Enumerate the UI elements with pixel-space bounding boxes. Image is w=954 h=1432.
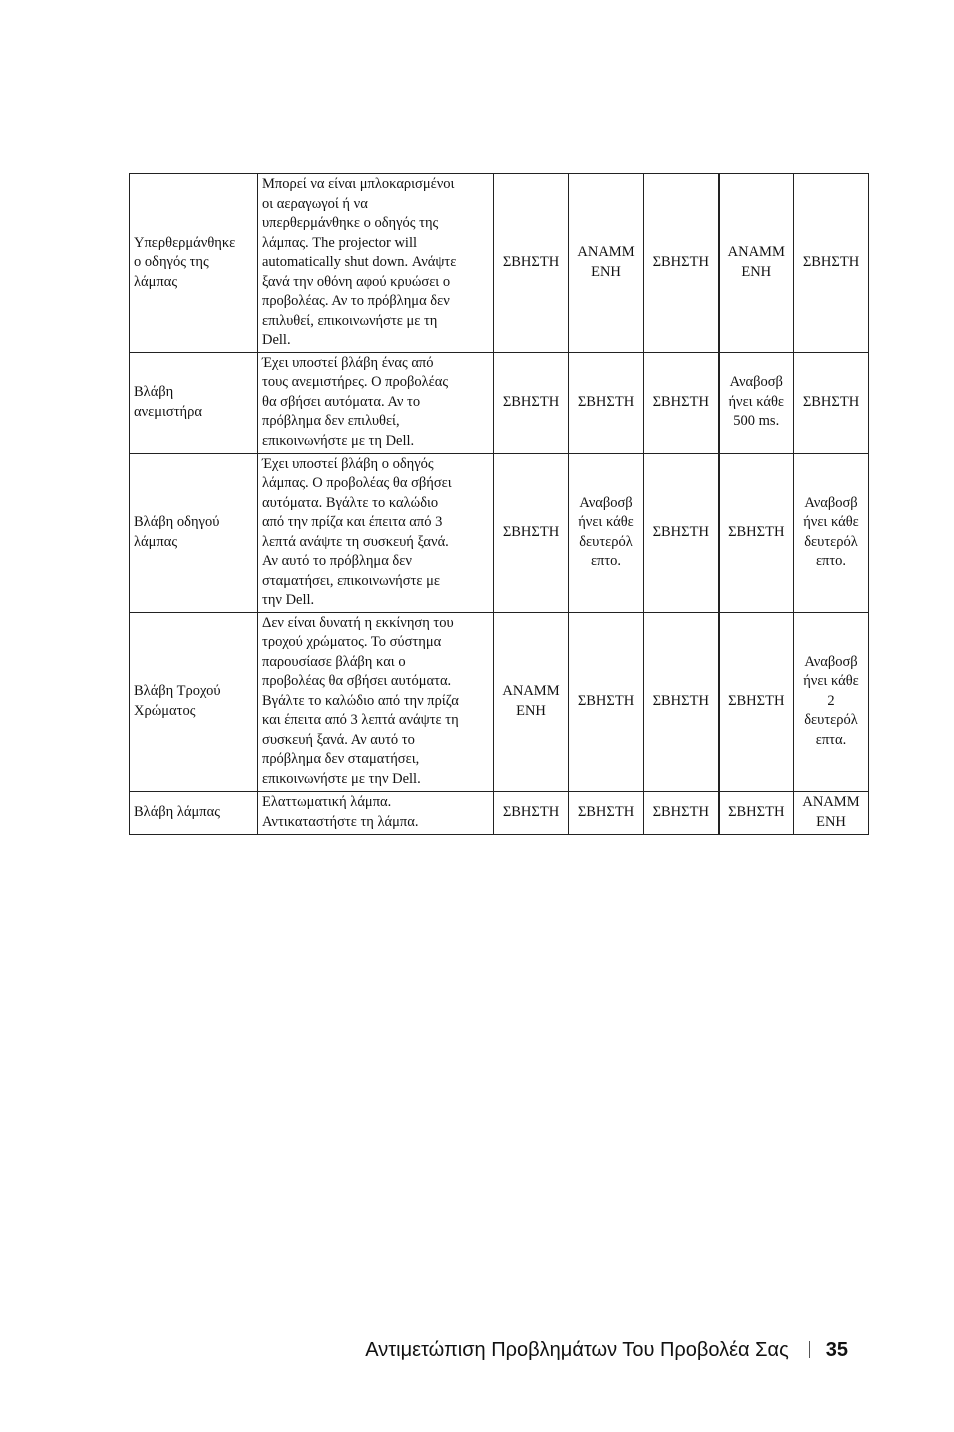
description-cell bbox=[258, 453, 494, 612]
state-text: ΣΒΗΣΤΗ bbox=[577, 692, 635, 709]
state-cell bbox=[494, 791, 569, 834]
state-cell bbox=[569, 791, 644, 834]
state-text: ΣΒΗΣΤΗ bbox=[728, 692, 785, 709]
condition-cell bbox=[130, 791, 258, 834]
state-cell bbox=[494, 453, 569, 612]
state-text: ΣΒΗΣΤΗ bbox=[502, 254, 560, 270]
state-text: ΣΒΗΣΤΗ bbox=[577, 803, 635, 820]
state-cell bbox=[644, 453, 719, 612]
table-row bbox=[130, 352, 869, 453]
status-table bbox=[129, 173, 869, 835]
state-text: ΣΒΗΣΤΗ bbox=[802, 393, 860, 410]
description-cell bbox=[258, 352, 494, 453]
state-cell bbox=[569, 612, 644, 791]
state-cell bbox=[719, 174, 794, 353]
state-text: Αναβοσβ ήνει κάθε 500 ms. bbox=[728, 374, 785, 430]
state-text: Αναβοσβ ήνει κάθε δευτερόλ επτο. bbox=[578, 494, 634, 569]
state-cell bbox=[644, 791, 719, 834]
description-cell bbox=[258, 791, 494, 834]
state-cell bbox=[719, 352, 794, 453]
description-text: Έχει υποστεί βλάβη ένας από τους ανεμιστήρες. Ο προβολέας θα σβήσει αυτόματα. Αν το πρόβλημα δεν επιλυθεί, επικοινωνήστε με τη Dell. bbox=[262, 354, 449, 449]
state-cell bbox=[794, 453, 869, 612]
state-cell bbox=[644, 174, 719, 353]
description-cell bbox=[258, 174, 494, 353]
state-cell bbox=[794, 174, 869, 353]
condition-cell bbox=[130, 453, 258, 612]
state-text: ΑΝΑΜΜ ΕΝΗ bbox=[577, 244, 635, 280]
state-text: ΣΒΗΣΤΗ bbox=[652, 803, 709, 820]
footer-title: Αντιμετώπιση Προβλημάτων Του Προβολέα Σας bbox=[365, 1339, 789, 1361]
state-cell bbox=[569, 174, 644, 353]
condition-cell bbox=[130, 612, 258, 791]
state-cell bbox=[494, 612, 569, 791]
state-cell bbox=[569, 352, 644, 453]
state-cell bbox=[569, 453, 644, 612]
state-text: ΑΝΑΜΜ ΕΝΗ bbox=[502, 683, 560, 719]
condition-text: Βλάβη ανεμιστήρα bbox=[134, 384, 202, 420]
state-cell bbox=[644, 352, 719, 453]
condition-cell bbox=[130, 174, 258, 353]
state-cell bbox=[494, 174, 569, 353]
state-cell bbox=[494, 352, 569, 453]
condition-text: Βλάβη λάμπας bbox=[134, 803, 220, 820]
table-row bbox=[130, 453, 869, 612]
description-cell bbox=[258, 612, 494, 791]
condition-text: Υπερθερμάνθηκε ο οδηγός της λάμπας bbox=[134, 234, 236, 290]
page-footer bbox=[0, 1339, 848, 1362]
table-row bbox=[130, 791, 869, 834]
state-text: ΑΝΑΜΜ ΕΝΗ bbox=[802, 794, 860, 830]
description-text: Μπορεί να είναι μπλοκαρισμένοι οι αεραγωγοί ή να υπερθερμάνθηκε ο οδηγός της λάμπας. The projector will automatically shut down. Ανάψτε ξανά την οθόνη αφού κρυώσει ο προβολέας. Αν το πρόβλημα δεν επιλυθεί, επικοινωνήστε με τη Dell. bbox=[262, 176, 457, 348]
state-cell bbox=[719, 612, 794, 791]
state-cell bbox=[644, 612, 719, 791]
state-text: ΣΒΗΣΤΗ bbox=[502, 523, 560, 540]
description-text: Δεν είναι δυνατή η εκκίνηση του τροχού χρώματος. Το σύστημα παρουσίασε βλάβη και ο προβολέας θα σβήσει αυτόματα. Βγάλτε το καλώδιο από την πρίζα και έπειτα από 3 λεπτά ανάψτε τη συσκευή ξανά. Αν αυτό το πρόβλημα δεν σταματήσει, επικοινωνήστε με την Dell. bbox=[262, 614, 459, 787]
description-text: Ελαττωματική λάμπα. Αντικαταστήστε τη λάμπα. bbox=[262, 794, 419, 830]
state-text: Αναβοσβ ήνει κάθε δευτερόλ επτο. bbox=[803, 494, 859, 569]
condition-text: Βλάβη οδηγού λάμπας bbox=[134, 514, 220, 550]
state-text: ΣΒΗΣΤΗ bbox=[652, 692, 709, 709]
state-text: ΣΒΗΣΤΗ bbox=[502, 393, 560, 410]
state-cell bbox=[794, 612, 869, 791]
footer-separator bbox=[809, 1341, 810, 1358]
state-text: Αναβοσβ ήνει κάθε 2 δευτερόλ επτα. bbox=[803, 653, 859, 748]
state-text: ΣΒΗΣΤΗ bbox=[728, 803, 785, 820]
state-text: ΑΝΑΜΜ ΕΝΗ bbox=[727, 244, 785, 280]
table-row bbox=[130, 174, 869, 353]
state-text: ΣΒΗΣΤΗ bbox=[728, 523, 785, 540]
state-text: ΣΒΗΣΤΗ bbox=[652, 254, 709, 270]
condition-cell bbox=[130, 352, 258, 453]
state-text: ΣΒΗΣΤΗ bbox=[502, 803, 560, 820]
state-text: ΣΒΗΣΤΗ bbox=[802, 254, 860, 270]
state-cell bbox=[794, 791, 869, 834]
state-text: ΣΒΗΣΤΗ bbox=[652, 393, 709, 410]
condition-text: Βλάβη Τροχού Χρώματος bbox=[134, 683, 221, 719]
state-cell bbox=[794, 352, 869, 453]
table-row bbox=[130, 612, 869, 791]
description-text: Έχει υποστεί βλάβη ο οδηγός λάμπας. Ο προβολέας θα σβήσει αυτόματα. Βγάλτε το καλώδιο από την πρίζα και έπειτα από 3 λεπτά ανάψτε τη συσκευή ξανά. Αν αυτό το πρόβλημα δεν σταματήσει, επικοινωνήστε με την Dell. bbox=[262, 455, 452, 608]
page-number: 35 bbox=[825, 1339, 848, 1361]
state-text: ΣΒΗΣΤΗ bbox=[652, 523, 709, 540]
status-table-body bbox=[130, 174, 869, 835]
state-cell bbox=[719, 453, 794, 612]
state-cell bbox=[719, 791, 794, 834]
state-text: ΣΒΗΣΤΗ bbox=[577, 393, 635, 410]
